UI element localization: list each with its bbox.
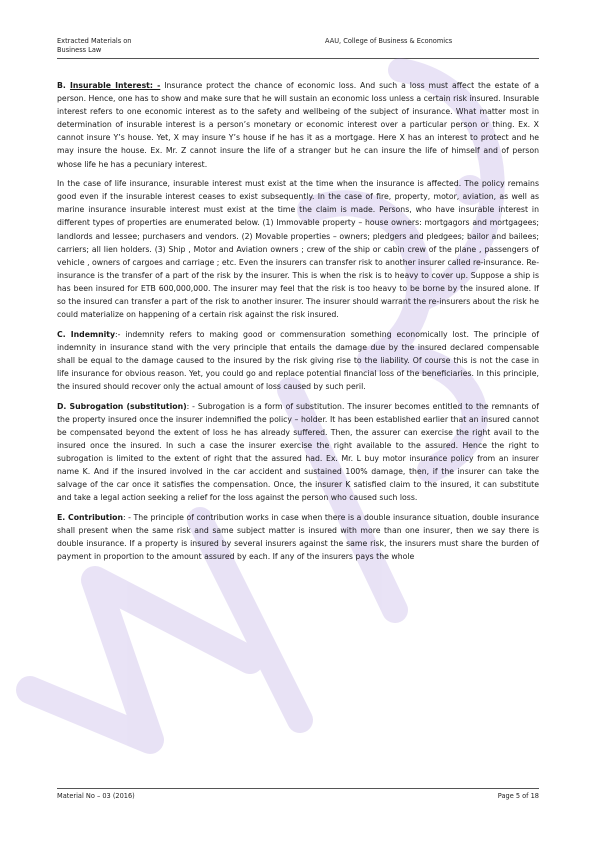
section-text: :- indemnity refers to making good or commensuration something economically lost. The principle of indemnity in insurance stand with the very principle that entails the damage due by the insured declared compensable shall be equal to the damage caused to the insured by the risk giving rise to the liability. Of course this is not the case in life insurance for obvious reason. Yet, you could go and replace potential financial loss of the beneficiaries. In this principle, the insured should recover only the actual amount of loss caused by such peril. bbox=[57, 329, 539, 392]
section-insurable-interest bbox=[57, 79, 539, 171]
section-text: In the case of life insurance, insurable interest must exist at the time when the insurance is affected. The policy remains good even if the insurable interest ceases to exist subsequently. In the case of fire, property, motor, aviation, as well as marine insurance insurable interest must exist at the time the claim is made. Persons, who have insurable interest in different types of properties are enumerated below. (1) Immovable property – house owners: mortgagors and mortgagees; landlords and lessee; purchasers and vendors. (2) Movable properties – owners; pledgers and pledgees; bailor and bailees; carriers; all lien holders. (3) Ship , Motor and Aviation owners ; crew of the ship or cabin crew of the plane , passengers of vehicle , owners of cargoes and carriage ; etc. Even the insurers can transfer risk to another insurer called re-insurance. Re-insurance is the transfer of a part of the risk by the insurer. This is when the risk is to heavy to cover up. Suppose a ship is has been insured for ETB 600,000,000. The insurer may feel that the risk is too heavy to be borne by the insured alone. If so the insured can transfer a part of the risk to another insurer. The insurer should warrant the re-insurers about the risk he could materialize on happening of a certain risk against the risk insured. bbox=[57, 179, 539, 320]
watermark-stroke bbox=[30, 580, 250, 740]
section-text: : - Subrogation is a form of substitution. The insurer becomes entitled to the remnants of the property insured once the insurer indemnified the policy – holder. It has been established earlier that an insured cannot be compensated beyond the extent of loss he has already suffered. Then, the assurer can exercise the right avail to the insured once the insured. In such a case the insurer exercise the right available to the assured. Hence the right to subrogation is limited to the extent of right that the assured had. Ex. Mr. L buy motor insurance policy from an insurer name K. And if the insured involved in the car accident and sustained 100% damage, then, if the insurer can take the salvage of the car once it satisfies the compensation. Once, the insurer K satisfied claim to the insured, it can substitute and take a legal action seeking a relief for the loss against the person who caused such loss. bbox=[57, 401, 539, 503]
section-life-insurance-paragraph bbox=[57, 177, 539, 321]
document-body bbox=[57, 79, 539, 570]
header-left-line2: Business Law bbox=[57, 46, 102, 54]
footer-divider bbox=[57, 788, 539, 789]
section-prefix: B. bbox=[57, 81, 70, 90]
footer-page-number: Page 5 of 18 bbox=[497, 792, 539, 800]
footer-material-number: Material No – 03 (2016) bbox=[57, 792, 135, 800]
section-text: : - The principle of contribution works in case when there is a double insurance situation, double insurance shall present when the same risk and same subject matter is insured with more than one insurer, then we say there is double insurance. If a property is insured by several insurers against the same risk, the insurers must share the burden of payment in proportion to the amount assured by each. If any of the insurers pays the whole bbox=[57, 512, 540, 562]
section-heading: D. Subrogation (substitution) bbox=[57, 401, 187, 411]
header-left-line1: Extracted Materials on bbox=[57, 37, 132, 45]
section-heading: Insurable Interest: - bbox=[69, 81, 161, 90]
section-contribution bbox=[57, 511, 539, 563]
section-heading: C. Indemnity bbox=[57, 329, 115, 339]
header-divider bbox=[57, 58, 539, 59]
page-header bbox=[57, 37, 539, 59]
section-heading: E. Contribution bbox=[57, 512, 124, 522]
section-indemnity bbox=[57, 328, 539, 393]
section-subrogation bbox=[57, 400, 539, 505]
section-text: Insurance protect the chance of economic loss. And such a loss must affect the estate of a person. Hence, one has to show and make sure that he will sustain an economic loss unless a certain risk insured. Insurable interest refers to one economic interest as to the safety and wellbeing of the subject of insurance. What matter most in determination of insurable interest is a person’s monetary or economic interest over a particular person or thing. Ex. X cannot insure Y’s house. Yet, X may insure Y’s house if he has it as a mortgage. Here X has an interest to protect and he may insure the house. Ex. Mr. Z cannot insure the life of a stranger but he can insure the life of himself and of person whose life he has a pecuniary interest. bbox=[57, 81, 539, 169]
header-left bbox=[57, 37, 132, 55]
header-right: AAU, College of Business & Economics bbox=[325, 37, 453, 45]
